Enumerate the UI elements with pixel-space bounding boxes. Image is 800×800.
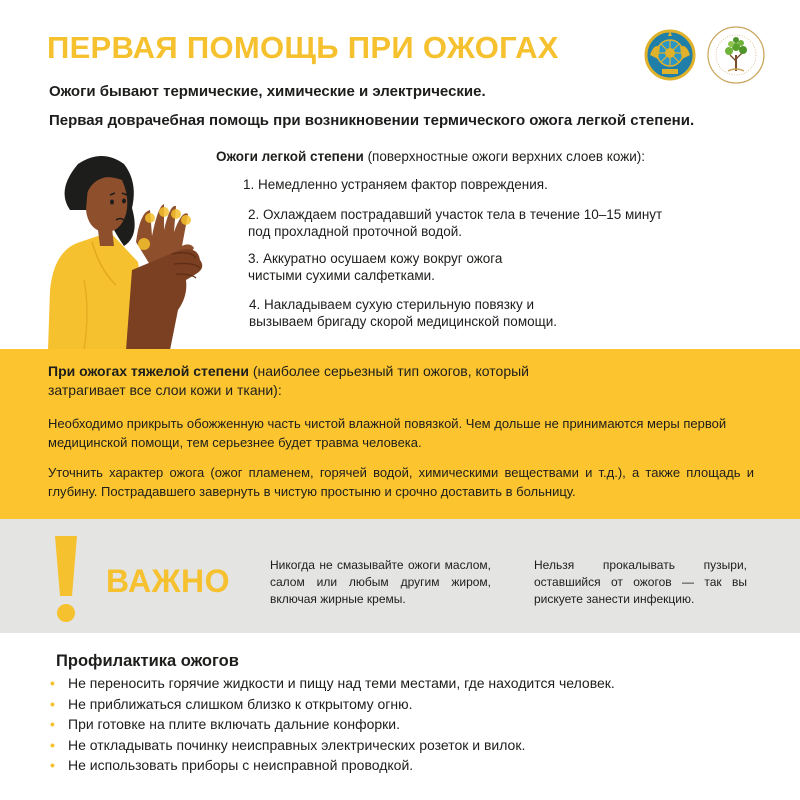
kazakhstan-emblem-icon — [644, 29, 696, 81]
prevention-item-text: Не использовать приборы с неисправной проводкой. — [68, 757, 414, 774]
mild-step-2-line2: под прохладной проточной водой. — [248, 224, 463, 239]
prevention-item-text: Не откладывать починку неисправных электрических розеток и вилок. — [68, 736, 526, 753]
prevention-item-text: При готовке на плите включать дальние конфорки. — [68, 716, 401, 733]
mild-step-3-line2: чистыми сухими салфетками. — [248, 268, 435, 283]
mild-step-2 — [248, 206, 662, 240]
prevention-heading: Профилактика ожогов — [56, 652, 239, 670]
important-label: ВАЖНО — [106, 563, 231, 599]
mild-burns-heading-bold: Ожоги легкой степени — [216, 149, 364, 164]
mild-burns-heading-rest: (поверхностные ожоги верхних слоев кожи): — [363, 149, 646, 164]
exclamation-icon — [52, 534, 80, 624]
intro-first-aid: Первая доврачебная помощь при возникновении термического ожога легкой степени. — [49, 112, 695, 129]
severe-burns-heading-bold: При ожогах тяжелой степени — [48, 363, 249, 379]
prevention-item-text: Не приближаться слишком близко к открытому огню. — [68, 695, 413, 712]
woman-burned-hand-illustration — [40, 150, 230, 350]
mild-step-3-line1: 3. Аккуратно осушаем кожу вокруг ожога — [248, 251, 503, 266]
mild-step-4-line2: вызываем бригаду скорой медицинской помощи. — [249, 314, 558, 329]
list-item — [50, 735, 615, 756]
bullet-icon: • — [50, 736, 55, 753]
severe-burns-paragraph-2: Уточнить характер ожога (ожог пламенем, горячей водой, химическими веществами и т.д.), а также площадь и глубину. Пострадавшего завернуть в чистую простыню и срочно доставить в больницу. — [48, 465, 754, 499]
list-item — [50, 673, 615, 694]
mild-burns-heading — [216, 149, 645, 164]
prevention-list — [50, 673, 615, 776]
tree-logo-icon — [706, 25, 766, 85]
mild-step-4-line1: 4. Накладываем сухую стерильную повязку и — [249, 297, 535, 312]
bullet-icon: • — [50, 716, 55, 733]
important-note-2: Нельзя прокалывать пузыри, оставшийся от ожогов — так вы рискуете занести инфекцию. — [534, 558, 747, 606]
severe-burns-paragraph-1: Необходимо прикрыть обожженную часть чистой влажной повязкой. Чем дольше не принимаются меры первой медицинской помощи, тем серьезнее будет травма человека. — [48, 416, 727, 450]
intro-burn-types: Ожоги бывают термические, химические и электрические. — [49, 83, 486, 100]
mild-step-3 — [248, 250, 502, 284]
severe-burns-heading — [48, 362, 608, 400]
list-item — [50, 755, 615, 776]
prevention-item-text: Не переносить горячие жидкости и пищу над теми местами, где находится человек. — [68, 675, 615, 691]
mild-step-4 — [249, 296, 557, 330]
mild-step-1 — [243, 176, 548, 193]
list-item — [50, 714, 615, 735]
bullet-icon: • — [50, 675, 55, 691]
list-item — [50, 694, 615, 715]
bullet-icon: • — [50, 757, 55, 774]
mild-step-1-line1: 1. Немедленно устраняем фактор повреждения. — [243, 177, 548, 192]
page-title: ПЕРВАЯ ПОМОЩЬ ПРИ ОЖОГАХ — [47, 30, 559, 65]
important-note-1: Никогда не смазывайте ожоги маслом, салом или любым другим жиром, включая жирные кремы. — [270, 558, 491, 606]
severe-burns-heading-rest: (наиболее серьезный тип ожогов, который затрагивает все слои кожи и ткани): — [48, 363, 529, 398]
mild-step-2-line1: 2. Охлаждаем пострадавший участок тела в течение 10–15 минут — [248, 207, 663, 222]
bullet-icon: • — [50, 695, 55, 712]
